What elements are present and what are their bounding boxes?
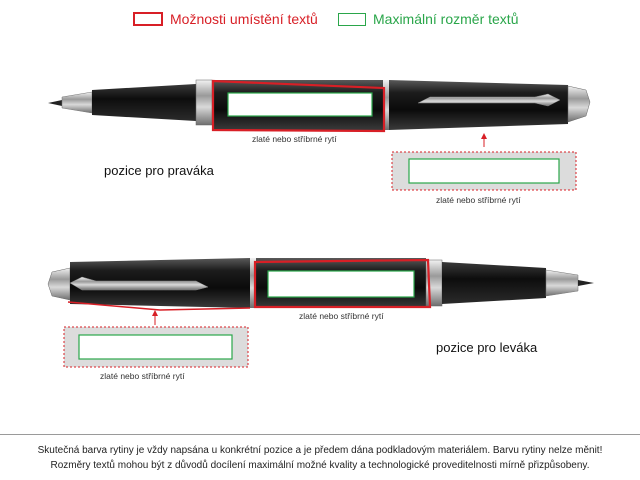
left-clip-caption: zlaté nebo stříbrné rytí <box>100 371 185 381</box>
right-clip-caption: zlaté nebo stříbrné rytí <box>436 195 521 205</box>
footer-line-1: Skutečná barva rytiny je vždy napsána u konkrétní pozice a je předem dána podkladovým materiálem. Barvu rytiny nelze měnit! <box>37 445 603 456</box>
legend-engraving-positions-label: Možnosti umístění textů <box>170 11 318 27</box>
footer-divider <box>0 434 640 435</box>
left-barrel-caption: zlaté nebo stříbrné rytí <box>299 311 384 321</box>
footer-line-2: Rozměry textů mohou být z důvodů docílení maximální možné kvality a technologické proveditelnosti mírně přizpůsobeny. <box>50 460 590 471</box>
right-handed-position-label: pozice pro praváka <box>104 163 214 178</box>
pen-tip-icon <box>578 280 594 286</box>
footer-note <box>0 443 640 473</box>
right-barrel-caption: zlaté nebo stříbrné rytí <box>252 134 337 144</box>
legend-max-text-size-label: Maximální rozměr textů <box>373 11 519 27</box>
pen-tip-icon <box>48 100 62 106</box>
left-handed-position-label: pozice pro leváka <box>436 340 538 355</box>
